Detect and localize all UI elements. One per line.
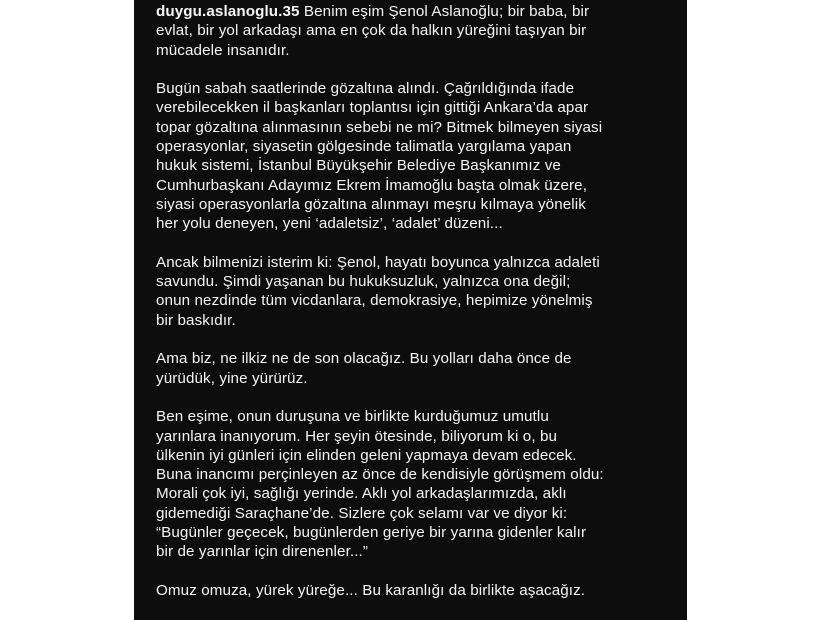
post-caption-panel (134, 0, 687, 620)
caption-paragraph-3: Ama biz, ne ilkiz ne de son olacağız. Bu yolları daha önce de yürüdük, yine yürürüz. (156, 350, 572, 387)
caption-paragraph-2: Ancak bilmenizi isterim ki: Şenol, hayatı boyunca yalnızca adaleti savundu. Şimdi yaşanan bu hukuksuzluk, yalnızca ona değil; onun nezdinde tüm vicdanlara, demokrasiye, hepimize yönelmiş bir baskıdır. (156, 253, 600, 329)
caption-paragraph-5: Omuz omuza, yürek yüreğe... Bu karanlığı da birlikte aşacağız. (156, 581, 586, 599)
username-link[interactable]: duygu.aslanoglu.35 (156, 3, 300, 20)
caption-intro (156, 2, 667, 60)
caption-paragraph-4: Ben eşime, onun duruşuna ve birlikte kurduğumuz umutlu yarınlara inanıyorum. Her şeyin ötesinde, biliyorum ki o, bu ülkenin iyi günleri için elinden geleni yapmaya devam edecek. Buna inancımı perçinleyen az önce de kendisiyle görüşmem oldu: Morali çok iyi, sağlığı yerinde. Aklı yol arkadaşlarımızda, aklı gidemediği Saraçhane’de. Sizlere çok selamı var ve diyor ki: “Bugünler geçecek, bugünlerden geriye bir yarına gidenler kalır bir de yarınlar için direnenler...” (156, 408, 604, 561)
caption-intro-text: Benim eşim Şenol Aslanoğlu; bir baba, bir evlat, bir yol arkadaşı ama en çok da halkın yüreğini taşıyan bir mücadele insanıdır. (156, 3, 590, 59)
caption-paragraph-1: Bugün sabah saatlerinde gözaltına alındı. Çağrıldığında ifade verebilecekken il başkanları toplantısı için gittiği Ankara’da apar topar gözaltına alınmasının sebebi ne mi? Bitmek bilmeyen siyasi operasyonlar, siyasetin gölgesinde talimatla yargılama yapan hukuk sistemi, İstanbul Büyükşehir Belediye Başkanımız ve Cumhurbaşkanı Adayımız Ekrem İmamoğlu başta olmak üzere, siyasi operasyonlarla gözaltına alınmayı meşru kılmaya yönelik her yolu deneyen, yeni ‘adaletsiz’, ‘adalet’ düzeni... (156, 80, 603, 233)
